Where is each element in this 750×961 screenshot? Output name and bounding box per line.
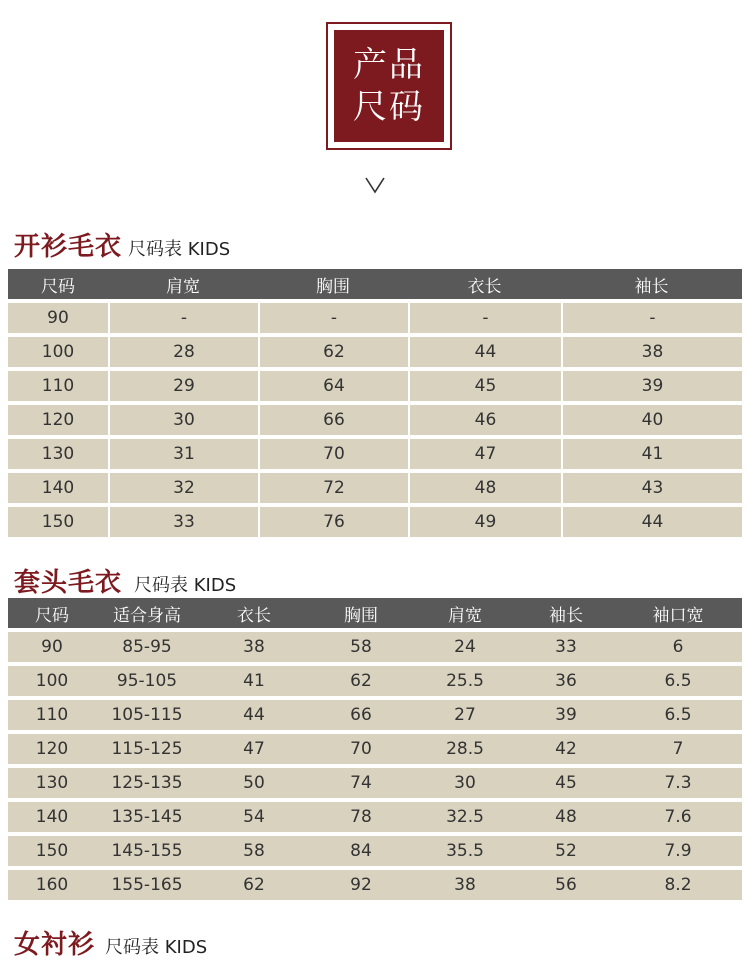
table-cell: 70 — [310, 734, 412, 764]
table-row — [8, 632, 742, 662]
header-cell: 衣长 — [198, 598, 310, 628]
table-cell: 44 — [198, 700, 310, 730]
table-cell: 45 — [408, 371, 561, 401]
table-cell: 31 — [108, 439, 258, 469]
table-row — [8, 473, 742, 503]
table-cell: 110 — [8, 371, 108, 401]
table-cell: 32 — [108, 473, 258, 503]
table-row — [8, 666, 742, 696]
table-cell: 66 — [310, 700, 412, 730]
table-cell: 54 — [198, 802, 310, 832]
table-row — [8, 303, 742, 333]
header-cell: 袖长 — [561, 269, 742, 299]
table-cell: 115-125 — [96, 734, 198, 764]
table-cell: 27 — [412, 700, 518, 730]
header-cell: 适合身高 — [96, 598, 198, 628]
table-cell: 140 — [8, 473, 108, 503]
table-cell: - — [561, 303, 742, 333]
section-title-sub: 尺码表 KIDS — [105, 937, 208, 958]
table-cell: 90 — [8, 303, 108, 333]
table-cell: 50 — [198, 768, 310, 798]
table-cell: 32.5 — [412, 802, 518, 832]
table-cell: 24 — [412, 632, 518, 662]
section-title-sub: 尺码表 KIDS — [128, 239, 231, 260]
table-cell: 47 — [408, 439, 561, 469]
section-title-main: 开衫毛衣 — [14, 232, 123, 262]
table-cell: 46 — [408, 405, 561, 435]
table-cell: 29 — [108, 371, 258, 401]
table-cell: 78 — [310, 802, 412, 832]
table-cell: 6.5 — [614, 666, 742, 696]
header-cell: 胸围 — [310, 598, 412, 628]
table-cell: 6.5 — [614, 700, 742, 730]
table-cell: 145-155 — [96, 836, 198, 866]
header-cell: 尺码 — [8, 269, 108, 299]
table-cell: 62 — [198, 870, 310, 900]
table-cell: 38 — [561, 337, 742, 367]
table-cell: 105-115 — [96, 700, 198, 730]
table-cell: - — [108, 303, 258, 333]
table-cell: - — [408, 303, 561, 333]
table-cell: - — [258, 303, 408, 333]
table-row — [8, 405, 742, 435]
table-row — [8, 371, 742, 401]
table-cell: 45 — [518, 768, 614, 798]
table-cell: 56 — [518, 870, 614, 900]
table-row — [8, 734, 742, 764]
table-cell: 84 — [310, 836, 412, 866]
badge-line-2: 尺码 — [353, 87, 425, 127]
table-cell: 70 — [258, 439, 408, 469]
table-cell: 7.9 — [614, 836, 742, 866]
table-cell: 48 — [408, 473, 561, 503]
section-title-girls-shirt — [14, 924, 207, 961]
table-cell: 62 — [258, 337, 408, 367]
table-cell: 41 — [198, 666, 310, 696]
table-cell: 41 — [561, 439, 742, 469]
table-cell: 7 — [614, 734, 742, 764]
table-cell: 62 — [310, 666, 412, 696]
table-cell: 140 — [8, 802, 96, 832]
header-cell: 胸围 — [258, 269, 408, 299]
table-cell: 74 — [310, 768, 412, 798]
table-cell: 72 — [258, 473, 408, 503]
table-cell: 44 — [408, 337, 561, 367]
table-cell: 38 — [198, 632, 310, 662]
table-cell: 42 — [518, 734, 614, 764]
table-cell: 95-105 — [96, 666, 198, 696]
table-cell: 85-95 — [96, 632, 198, 662]
table-cell: 90 — [8, 632, 96, 662]
header-cell: 衣长 — [408, 269, 561, 299]
table-cell: 36 — [518, 666, 614, 696]
table-row — [8, 768, 742, 798]
table-cell: 30 — [108, 405, 258, 435]
section-title-main: 女衬衫 — [14, 930, 96, 960]
header-cell: 尺码 — [8, 598, 96, 628]
table-header-row — [8, 598, 742, 628]
table-cell: 49 — [408, 507, 561, 537]
table-cell: 150 — [8, 836, 96, 866]
size-table-cardigan — [8, 265, 742, 541]
table-row — [8, 507, 742, 537]
table-cell: 92 — [310, 870, 412, 900]
table-row — [8, 439, 742, 469]
table-cell: 125-135 — [96, 768, 198, 798]
table-cell: 40 — [561, 405, 742, 435]
table-cell: 135-145 — [96, 802, 198, 832]
table-cell: 7.3 — [614, 768, 742, 798]
table-cell: 130 — [8, 768, 96, 798]
table-cell: 120 — [8, 734, 96, 764]
table-header-row — [8, 269, 742, 299]
section-title-cardigan — [14, 226, 230, 263]
section-title-main: 套头毛衣 — [14, 568, 123, 598]
table-cell: 64 — [258, 371, 408, 401]
table-cell: 28 — [108, 337, 258, 367]
size-badge — [326, 22, 452, 150]
table-cell: 33 — [518, 632, 614, 662]
table-cell: 44 — [561, 507, 742, 537]
table-cell: 6 — [614, 632, 742, 662]
table-cell: 48 — [518, 802, 614, 832]
chevron-down-icon — [363, 172, 387, 196]
table-cell: 43 — [561, 473, 742, 503]
header-cell: 肩宽 — [108, 269, 258, 299]
table-cell: 110 — [8, 700, 96, 730]
table-cell: 160 — [8, 870, 96, 900]
size-table-pullover — [8, 594, 742, 904]
table-cell: 33 — [108, 507, 258, 537]
table-cell: 155-165 — [96, 870, 198, 900]
table-cell: 100 — [8, 337, 108, 367]
table-cell: 150 — [8, 507, 108, 537]
table-cell: 28.5 — [412, 734, 518, 764]
badge-line-1: 产品 — [353, 45, 425, 85]
table-row — [8, 836, 742, 866]
size-badge-inner — [334, 30, 444, 142]
table-row — [8, 870, 742, 900]
header-cell: 袖口宽 — [614, 598, 742, 628]
header-cell: 肩宽 — [412, 598, 518, 628]
table-cell: 58 — [310, 632, 412, 662]
table-cell: 35.5 — [412, 836, 518, 866]
header-cell: 袖长 — [518, 598, 614, 628]
table-cell: 25.5 — [412, 666, 518, 696]
table-cell: 39 — [561, 371, 742, 401]
table-cell: 7.6 — [614, 802, 742, 832]
table-cell: 52 — [518, 836, 614, 866]
table-row — [8, 337, 742, 367]
table-cell: 30 — [412, 768, 518, 798]
table-cell: 100 — [8, 666, 96, 696]
table-cell: 47 — [198, 734, 310, 764]
table-cell: 120 — [8, 405, 108, 435]
table-row — [8, 802, 742, 832]
table-cell: 130 — [8, 439, 108, 469]
table-cell: 39 — [518, 700, 614, 730]
table-cell: 76 — [258, 507, 408, 537]
table-cell: 38 — [412, 870, 518, 900]
table-cell: 58 — [198, 836, 310, 866]
section-title-sub: 尺码表 KIDS — [134, 575, 237, 596]
table-cell: 66 — [258, 405, 408, 435]
table-cell: 8.2 — [614, 870, 742, 900]
table-row — [8, 700, 742, 730]
